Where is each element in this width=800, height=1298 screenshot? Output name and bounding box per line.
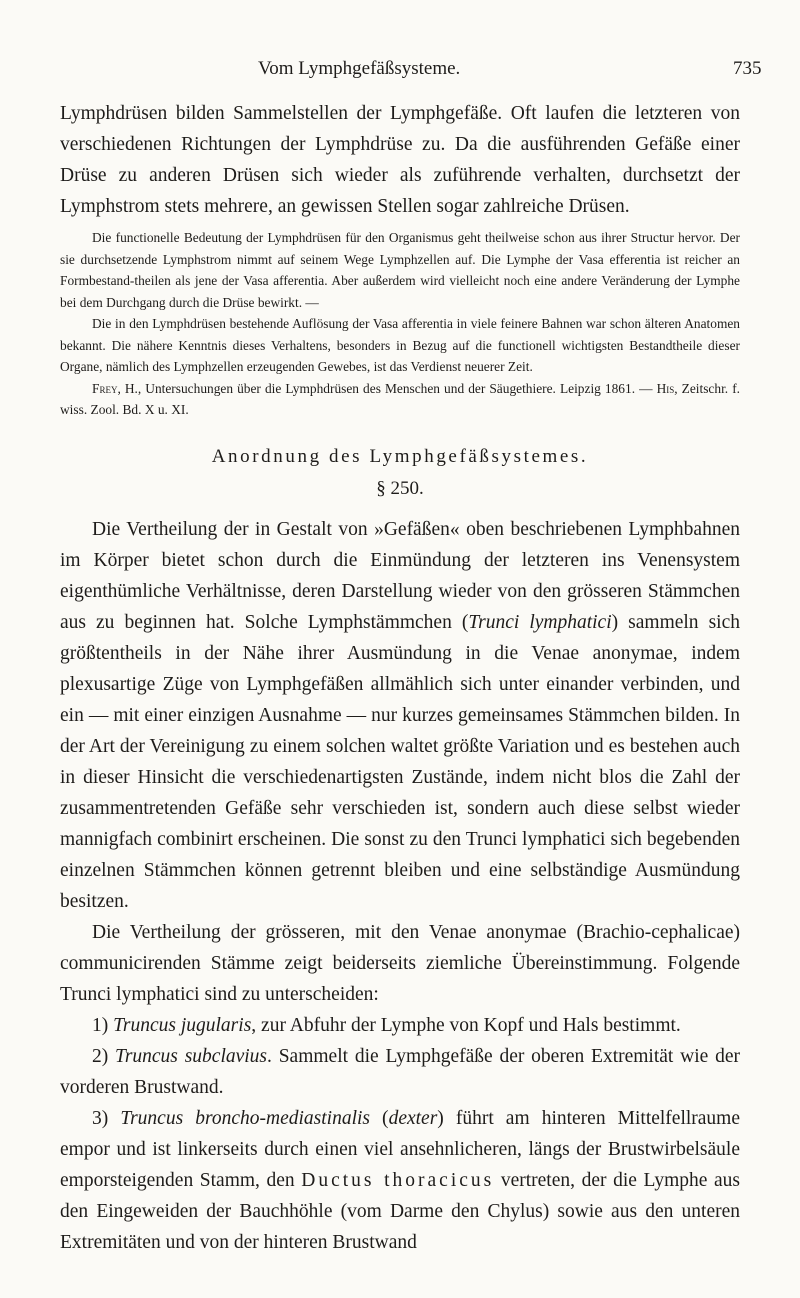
item-text: ) führt am hinteren Mittelfellraume empor und ist linkerseits durch einen viel ansehnlicheren, längs der Brustwirbelsäule emporsteigenden Stamm, den xyxy=(60,1107,741,1191)
section-heading: Anordnung des Lymphgefäßsystemes. xyxy=(211,445,589,467)
author-his: His xyxy=(656,380,675,396)
list-item-truncus-broncho-mediastinalis xyxy=(60,1103,740,1258)
note-functional-significance: Die functionelle Bedeutung der Lymphdrüsen für den Organismus geht theilweise schon aus ihrer Structur hervor. Der sie durchsetzende Lymphstrom nimmt auf seinem Wege Lymphzellen auf. Die Lymphe der Vasa efferentia ist reicher an Formbestand-theilen als jene der Vasa afferentia. Aber außerdem wird vielleicht noch eine andere Veränderung der Lymphe bei dem Durchgang durch die Drüse bewirkt. — xyxy=(60,230,740,310)
page-body xyxy=(60,98,740,1258)
term-trunci-lymphatici: Trunci lymphatici xyxy=(468,611,612,633)
note-history: Die in den Lymphdrüsen bestehende Auflösung der Vasa afferentia in viele feinere Bahnen war schon älteren Anatomen bekannt. Die nähere Kenntnis dieses Verhaltens, besonders in Bezug auf die functionell wichtigsten Bestandtheile dieser Organe, nämlich des Lymphzellen erzeugenden Gewebes, ist das Verdienst neuerer Zeit. xyxy=(60,316,740,374)
reference-frey: , H., Untersuchungen über die Lymphdrüsen des Menschen und der Säugethiere. Leipzig 1861. — xyxy=(117,380,657,396)
item-text: , zur Abfuhr der Lymphe von Kopf und Hals bestimmt. xyxy=(251,1014,681,1036)
paragraph-larger-trunks: Die Vertheilung der grösseren, mit den Venae anonymae (Brachio-cephalicae) communicirenden Stämme zeigt beiderseits ziemliche Übereinstimmung. Folgende Trunci lymphatici sind zu unterscheiden: xyxy=(60,921,740,1005)
paragraph-lymph-nodes: Lymphdrüsen bilden Sammelstellen der Lymphgefäße. Oft laufen die letzteren von verschiedenen Richtungen der Lymphdrüse zu. Da die ausführenden Gefäße einer Drüse zu anderen Drüsen sich wieder als zuführende verhalten, durchsetzt der Lymphstrom stets mehrere, an gewissen Stellen sogar zahlreiche Drüsen. xyxy=(60,103,740,217)
list-item-truncus-jugularis xyxy=(60,1010,740,1041)
item-number: 1) xyxy=(92,1014,114,1036)
list-item-truncus-subclavius xyxy=(60,1041,740,1103)
page-number: 735 xyxy=(733,58,762,79)
note-references xyxy=(60,378,740,421)
section-number: § 250. xyxy=(376,477,424,499)
text-run: ) sammeln sich größtentheils in der Nähe ihrer Ausmündung in die Venae anonymae, indem plexusartige Züge von Lymphgefäßen allmählich sich unter einander verbinden, und ein — mit einer einzigen Ausnahme — nur kurzes gemeinsames Stämmchen bilden. In der Art der Vereinigung zu einem solchen waltet größte Variation und es bestehen auch in dieser Hinsicht die verschiedenartigsten Zustände, indem nicht blos die Zahl der zusammentretenden Gefäße sehr verschieden ist, sondern auch diese selbst wieder mannigfach combinirt erscheinen. Die sonst zu den Trunci lymphatici sich begebenden einzelnen Stämmchen können getrennt bleiben und eine selbständige Ausmündung besitzen. xyxy=(60,611,740,912)
author-frey: Frey xyxy=(92,380,118,396)
term-name: Truncus subclavius xyxy=(115,1045,268,1067)
term-ductus-thoracicus: Ductus thoracicus xyxy=(301,1169,495,1191)
term-name: Truncus broncho-mediastinalis xyxy=(120,1107,370,1129)
reference-his: , Zeitschr. f. wiss. Zool. Bd. X u. XI. xyxy=(60,380,740,417)
text-run: Die Vertheilung der in Gestalt von »Gefäßen« oben beschriebenen Lymphbahnen im Körper bietet schon durch die Einmündung der letzteren ins Venensystem eigenthümliche Verhältnisse, deren Darstellung wieder von den grösseren Stämmchen aus zu beginnen hat. Solche Lymphstämmchen ( xyxy=(60,518,740,633)
running-title: Vom Lymphgefäßsysteme. xyxy=(258,58,461,79)
item-number: 3) xyxy=(92,1107,121,1129)
item-number: 2) xyxy=(92,1045,116,1067)
page-header xyxy=(0,58,800,88)
item-text: vertreten, der die Lymphe aus den Eingeweiden der Bauchhöhle (vom Darme den Chylus) sowie aus den unteren Extremitäten und von der hinteren Brustwand xyxy=(60,1169,740,1253)
paragraph-distribution xyxy=(60,514,740,917)
term-name: Truncus jugularis xyxy=(113,1014,252,1036)
term-side: dexter xyxy=(388,1107,438,1129)
item-text: . Sammelt die Lymphgefäße der oberen Extremität wie der vorderen Brustwand. xyxy=(60,1045,740,1098)
text-run: ( xyxy=(370,1107,389,1129)
